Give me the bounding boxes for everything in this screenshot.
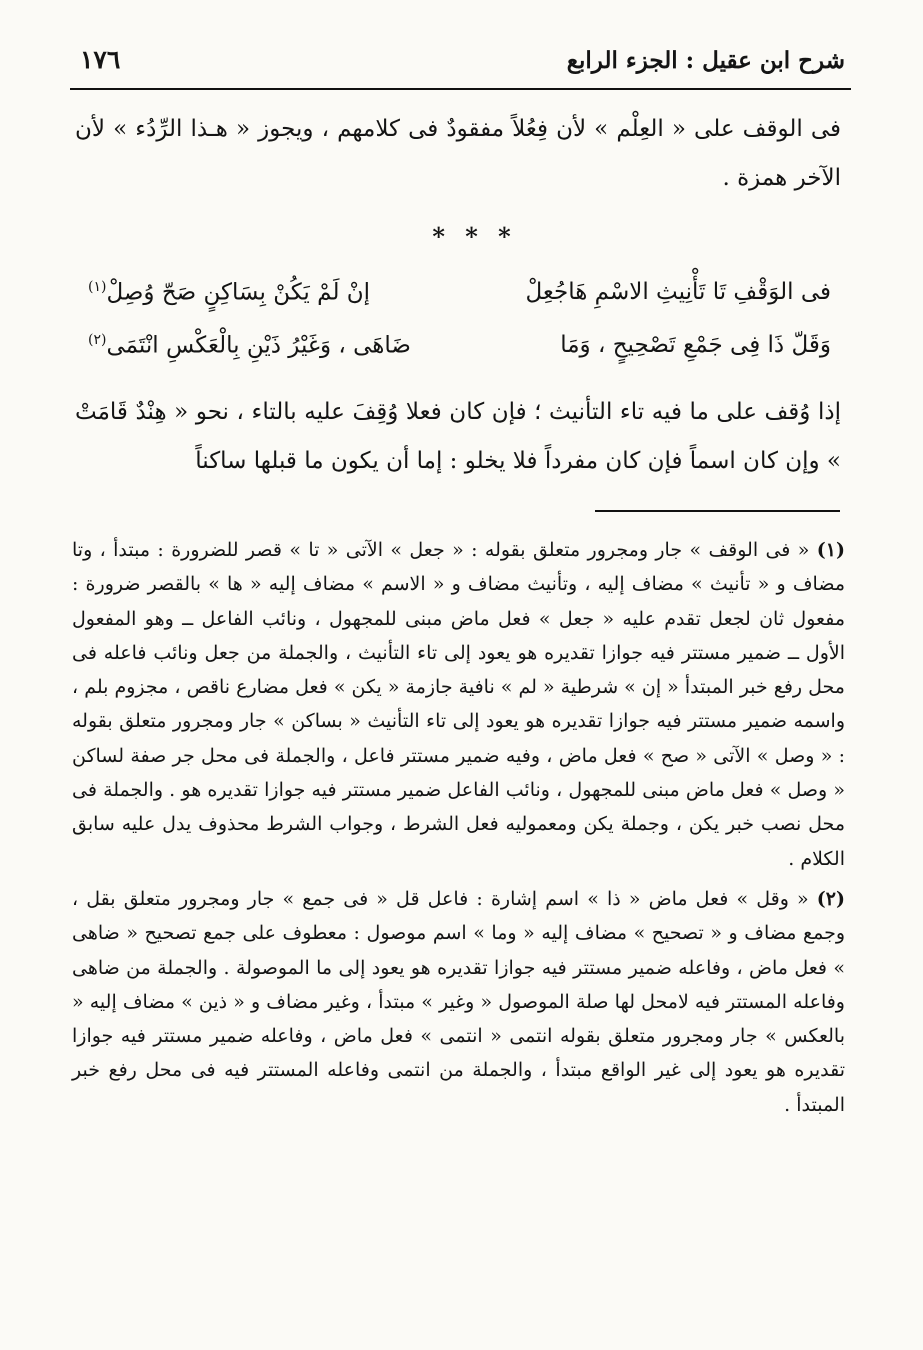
verse-1-second-hemistich: [88, 279, 370, 306]
verse-2-first-hemistich: وَقَلّ ذَا فِى جَمْعِ تَصْحِيحٍ ، وَمَا: [560, 332, 831, 358]
page-number: ١٧٦: [80, 45, 121, 74]
footnote-ref-2: (٢): [88, 331, 107, 348]
footnote-2: [72, 882, 845, 1122]
section-separator: * * *: [432, 222, 517, 251]
verse-line-2: [88, 323, 831, 367]
footnotes: [72, 533, 845, 1128]
footnote-1-number: (١): [816, 539, 846, 561]
verse-1-first-hemistich: فى الوَقْفِ تَا تَأْنِيثِ الاسْمِ هَاجُعِلْ: [525, 279, 831, 305]
verse-2-second-hemistich: [88, 332, 411, 359]
verse-line-1: [88, 270, 831, 314]
body-paragraph-2: إذا وُقف على ما فيه تاء التأنيث ؛ فإن كان فعلا وُقِفَ عليه بالتاء ، نحو « هِنْدٌ قَامَتْ » وإن كان اسماً فإن كان مفرداً فلا يخلو : إما أن يكون ما قبلها ساكناً: [75, 399, 841, 474]
footnote-ref-1: (١): [88, 278, 107, 295]
verse-2-second-text: ضَاهَى ، وَغَيْرُ ذَيْنِ بِالْعَكْسِ انْتَمَى: [106, 332, 411, 359]
footnote-1: [72, 533, 845, 876]
header-rule: [70, 88, 851, 90]
footnote-rule: [595, 510, 840, 512]
footnote-2-text: « وقل » فعل ماض « ذا » اسم إشارة : فاعل قل « فى جمع » جار ومجرور متعلق بقل ، وجمع مضاف و « تصحيح » مضاف إليه « وما » اسم موصول : معطوف على جمع تصحيح « ضاهى » فعل ماض ، وفاعله ضمير مستتر فيه جوازا تقديره هو يعود إلى ما الموصولة . والجملة من ضاهى وفاعله المستتر فيه لامحل لها صلة الموصول « وغير » مبتدأ ، وغير مضاف و « ذين » مضاف إليه « بالعكس » جار ومجرور متعلق بقوله انتمى « انتمى » فعل ماض ، وفاعله ضمير مستتر فيه جوازا تقديره هو يعود إلى غير الواقع مبتدأ ، والجملة من انتمى وفاعله المستتر فيه فى محل رفع خبر المبتدأ .: [72, 887, 845, 1116]
body-paragraph-1: فى الوقف على « العِلْم » لأن فِعُلاً مفقودٌ فى كلامهم ، ويجوز « هـذا الرِّدُء » لأن الآخر همزة .: [75, 116, 841, 191]
footnote-2-number: (٢): [816, 887, 845, 910]
footnote-1-text: « فى الوقف » جار ومجرور متعلق بقوله : « جعل » الآتى « تا » قصر للضرورة : مبتدأ ، وتا مضاف و « تأنيث » مضاف إليه ، وتأنيث مضاف و « الاسم » مضاف إليه « ها » بالقصر ضرورة : مفعول ثان لجعل تقدم عليه « جعل » فعل ماض مبنى للمجهول ، ونائب الفاعل ــ وهو المفعول الأول ــ ضمير مستتر فيه جوازا تقديره هو يعود إلى تاء التأنيث ، والجملة من جعل ونائب فاعله فى محل رفع خبر المبتدأ « إن » شرطية « لم » نافية جازمة « يكن » فعل مضارع ناقص ، مجزوم بلم ، واسمه ضمير مستتر فيه جوازا تقديره هو يعود إلى تاء التأنيث « بساكن » جار ومجرور متعلق بقوله : « وصل » الآتى « صح » فعل ماض ، وفيه ضمير مستتر فاعل ، والجملة فى محل جر صفة لساكن « وصل » فعل ماض مبنى للمجهول ، ونائب الفاعل ضمير مستتر فيه جوازا تقديره هو . والجملة فى محل نصب خبر يكن ، وجملة يكن ومعموليه فعل الشرط ، وجواب الشرط محذوف يدل عليه سابق الكلام .: [72, 539, 845, 870]
verse-1-second-text: إنْ لَمْ يَكُنْ بِسَاكِنٍ صَحّ وُصِلْ: [106, 279, 371, 306]
running-head: [80, 34, 845, 80]
running-title: شرح ابن عقيل : الجزء الرابع: [566, 47, 845, 74]
